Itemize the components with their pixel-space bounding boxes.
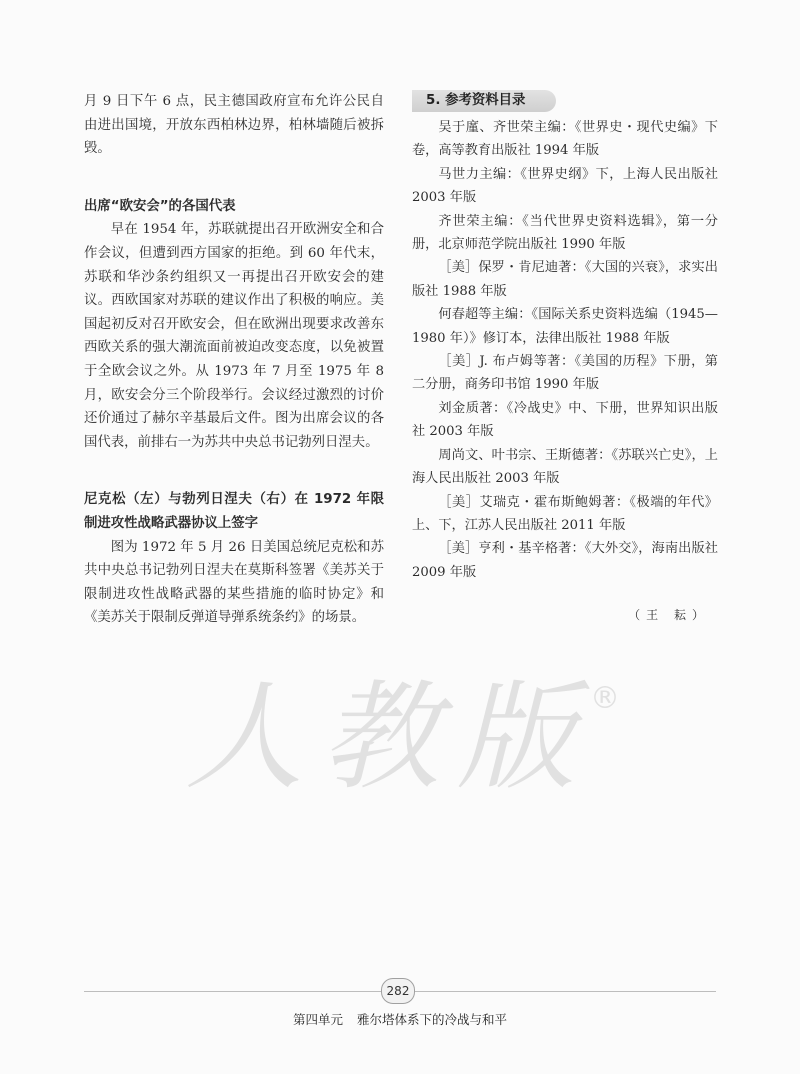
page-number: 282 <box>381 978 415 1004</box>
reference-item: 吴于廑、齐世荣主编：《世界史・现代史编》下卷，高等教育出版社 1994 年版 <box>412 120 718 159</box>
reference-item: 齐世荣主编：《当代世界史资料选辑》，第一分册，北京师范学院出版社 1990 年版 <box>412 213 718 253</box>
reference-item: 何春超等主编：《国际关系史资料选编（1945—1980 年）》修订本，法律出版社 1988 年版 <box>412 307 718 346</box>
salt-caption-body: 图为 1972 年 5 月 26 日美国总统尼克松和苏共中央总书记勃列日涅夫在莫斯科签署《美苏关于限制进攻性战略武器的某些措施的临时协定》和《美苏关于限制反弹道导弹系统条约》的场景。 <box>84 539 384 626</box>
right-column <box>412 90 718 628</box>
author-signature: （王 耘） <box>628 608 710 623</box>
registered-mark: ® <box>590 681 620 716</box>
footer-unit-title: 雅尔塔体系下的冷战与和平 <box>357 1012 508 1027</box>
watermark-text: 人教版 <box>185 668 594 806</box>
publisher-watermark-logo <box>175 660 625 810</box>
csce-caption-body: 早在 1954 年，苏联就提出召开欧洲安全和合作会议，但遭到西方国家的拒绝。到 60 年代末，苏联和华沙条约组织又一再提出召开欧安会的建议。西欧国家对苏联的建议作出了积极的响应。美国起初反对召开欧安会，但在欧洲出现要求改善东西欧关系的强大潮流面前被迫改变态度，以免被置于全欧会议之外。从 1973 年 7 月至 1975 年 8 月，欧安会分三个阶段举行。会议经过激烈的讨价还价通过了赫尔辛基最后文件。图为出席会议的各国代表，前排右一为苏共中央总书记勃列日涅夫。 <box>84 222 384 450</box>
running-footer <box>0 1010 800 1028</box>
reference-item: ［美］保罗・肯尼迪著：《大国的兴衰》，求实出版社 1988 年版 <box>412 260 718 299</box>
reference-item: 刘金质著：《冷战史》中、下册，世界知识出版社 2003 年版 <box>412 400 718 440</box>
references-section-title: 5. 参考资料目录 <box>412 90 556 112</box>
reference-list <box>412 116 718 584</box>
left-column <box>84 90 384 630</box>
reference-item: ［美］亨利・基辛格著：《大外交》，海南出版社 2009 年版 <box>412 541 718 580</box>
intro-paragraph: 月 9 日下午 6 点，民主德国政府宣布允许公民自由进出国境，开放东西柏林边界，柏林墙随后被拆毁。 <box>84 94 384 157</box>
footer-unit: 第四单元 <box>292 1012 343 1027</box>
reference-item: ［美］J. 布卢姆等著：《美国的历程》下册，第二分册，商务印书馆 1990 年版 <box>412 354 718 393</box>
salt-caption-heading: 尼克松（左）与勃列日涅夫（右）在 1972 年限制进攻性战略武器协议上签字 <box>84 492 384 531</box>
reference-item: 周尚文、叶书宗、王斯德著：《苏联兴亡史》，上海人民出版社 2003 年版 <box>412 447 718 487</box>
csce-caption-heading: 出席“欧安会”的各国代表 <box>84 198 236 214</box>
reference-item: ［美］艾瑞克・霍布斯鲍姆著：《极端的年代》上、下，江苏人民出版社 2011 年版 <box>412 494 718 533</box>
reference-item: 马世力主编：《世界史纲》下，上海人民出版社 2003 年版 <box>412 166 718 206</box>
